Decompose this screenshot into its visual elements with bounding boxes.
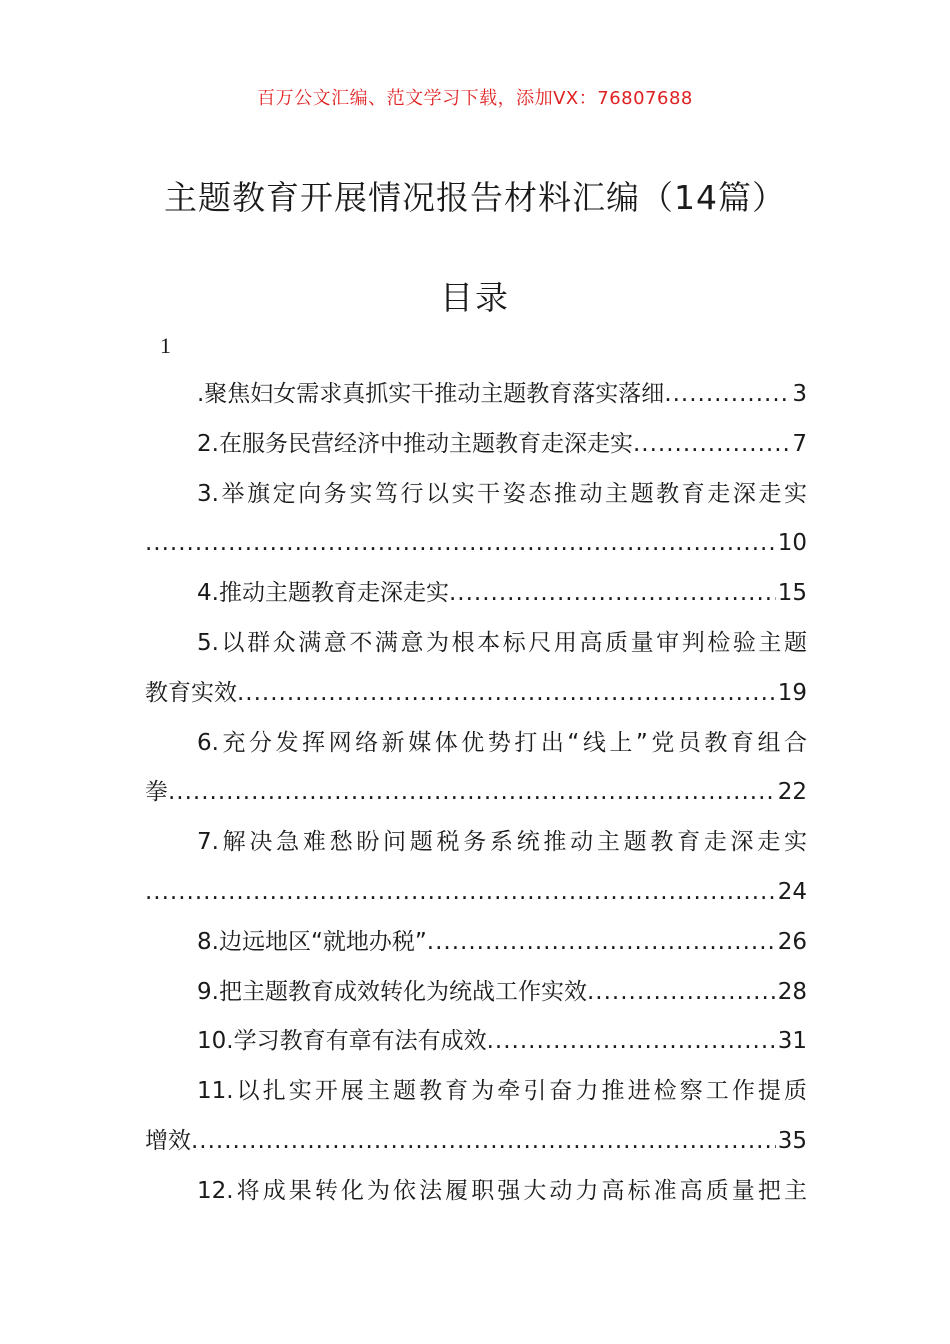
toc-leader-dots bbox=[145, 519, 776, 569]
toc-leader-dots bbox=[191, 1117, 776, 1167]
toc-entry-page: 28 bbox=[777, 978, 807, 1005]
toc-entry-title-cont: 拳 bbox=[145, 779, 168, 806]
toc-entry-page: 22 bbox=[777, 779, 807, 806]
toc-entry-title: 2.在服务民营经济中推动主题教育走深走实 bbox=[197, 430, 633, 457]
toc-heading: 目录 bbox=[440, 278, 510, 317]
toc-entry-title: 10.学习教育有章有法有成效 bbox=[197, 1028, 487, 1055]
toc-entry-title: 11.以扎实开展主题教育为牵引奋力推进检察工作提质 bbox=[197, 1078, 807, 1105]
toc-entry-page: 3 bbox=[792, 381, 807, 407]
toc-entry-continuation[interactable] bbox=[145, 768, 807, 818]
toc-entry-title: 8.边远地区“就地办税” bbox=[197, 928, 427, 955]
toc-entry-title: 6.充分发挥网络新媒体优势打出“线上”党员教育组合 bbox=[197, 729, 807, 756]
toc-entry[interactable] bbox=[145, 420, 807, 470]
toc-leader-dots bbox=[237, 669, 776, 719]
toc-leader-dots bbox=[633, 420, 790, 470]
toc-entry-title: 12.将成果转化为依法履职强大动力高标准高质量把主 bbox=[197, 1177, 807, 1204]
document-title: 主题教育开展情况报告材料汇编（14篇） bbox=[164, 178, 786, 217]
toc-entry-page: 35 bbox=[777, 1127, 807, 1154]
toc-entry[interactable] bbox=[145, 818, 807, 868]
toc-entry[interactable] bbox=[145, 619, 807, 669]
toc-entry-title: 5.以群众满意不满意为根本标尺用高质量审判检验主题 bbox=[197, 629, 807, 656]
toc-entry[interactable] bbox=[145, 569, 807, 619]
toc-entry[interactable] bbox=[145, 918, 807, 968]
toc-entry-page: 26 bbox=[777, 928, 807, 955]
toc-entry-title: 3.举旗定向务实笃行以实干姿态推动主题教育走深走实 bbox=[197, 480, 807, 507]
toc-entry[interactable] bbox=[145, 1167, 807, 1217]
toc-entry-continuation[interactable] bbox=[145, 519, 807, 569]
toc-entry-continuation[interactable] bbox=[145, 868, 807, 918]
toc-leader-dots bbox=[168, 768, 776, 818]
page-marker: 1 bbox=[160, 333, 171, 358]
toc-entry-page: 10 bbox=[777, 530, 807, 557]
toc-entry-continuation[interactable] bbox=[145, 669, 807, 719]
toc-entry-continuation[interactable] bbox=[145, 1117, 807, 1167]
toc-entry-title: .聚焦妇女需求真抓实干推动主题教育落实落细 bbox=[197, 381, 665, 407]
toc-entry-page: 24 bbox=[777, 878, 807, 905]
toc-entry-title-cont: 增效 bbox=[145, 1127, 191, 1154]
toc-entry-title: 9.把主题教育成效转化为统战工作实效 bbox=[197, 978, 587, 1005]
header-note: 百万公文汇编、范文学习下载，添加VX：76807688 bbox=[257, 88, 693, 109]
toc-leader-dots bbox=[449, 569, 776, 619]
toc-leader-dots bbox=[487, 1017, 776, 1067]
toc-leader-dots bbox=[587, 968, 776, 1018]
toc-entry-page: 31 bbox=[777, 1028, 807, 1055]
toc-leader-dots bbox=[427, 918, 776, 968]
toc-entry-page: 19 bbox=[777, 679, 807, 706]
toc-entry-page: 15 bbox=[777, 580, 807, 607]
toc-entry-title-cont: 教育实效 bbox=[145, 679, 237, 706]
toc-leader-dots bbox=[145, 868, 776, 918]
toc-leader-dots bbox=[664, 370, 790, 420]
toc-entry-title: 4.推动主题教育走深走实 bbox=[197, 580, 449, 607]
toc-entry[interactable] bbox=[145, 1017, 807, 1067]
toc-entry[interactable] bbox=[145, 370, 807, 420]
toc-entry-page: 7 bbox=[792, 430, 807, 457]
toc-entry-title: 7.解决急难愁盼问题税务系统推动主题教育走深走实 bbox=[197, 829, 807, 856]
toc-entry[interactable] bbox=[145, 1067, 807, 1117]
table-of-contents bbox=[145, 370, 807, 1217]
toc-entry[interactable] bbox=[145, 470, 807, 520]
toc-entry[interactable] bbox=[145, 719, 807, 769]
toc-entry[interactable] bbox=[145, 968, 807, 1018]
